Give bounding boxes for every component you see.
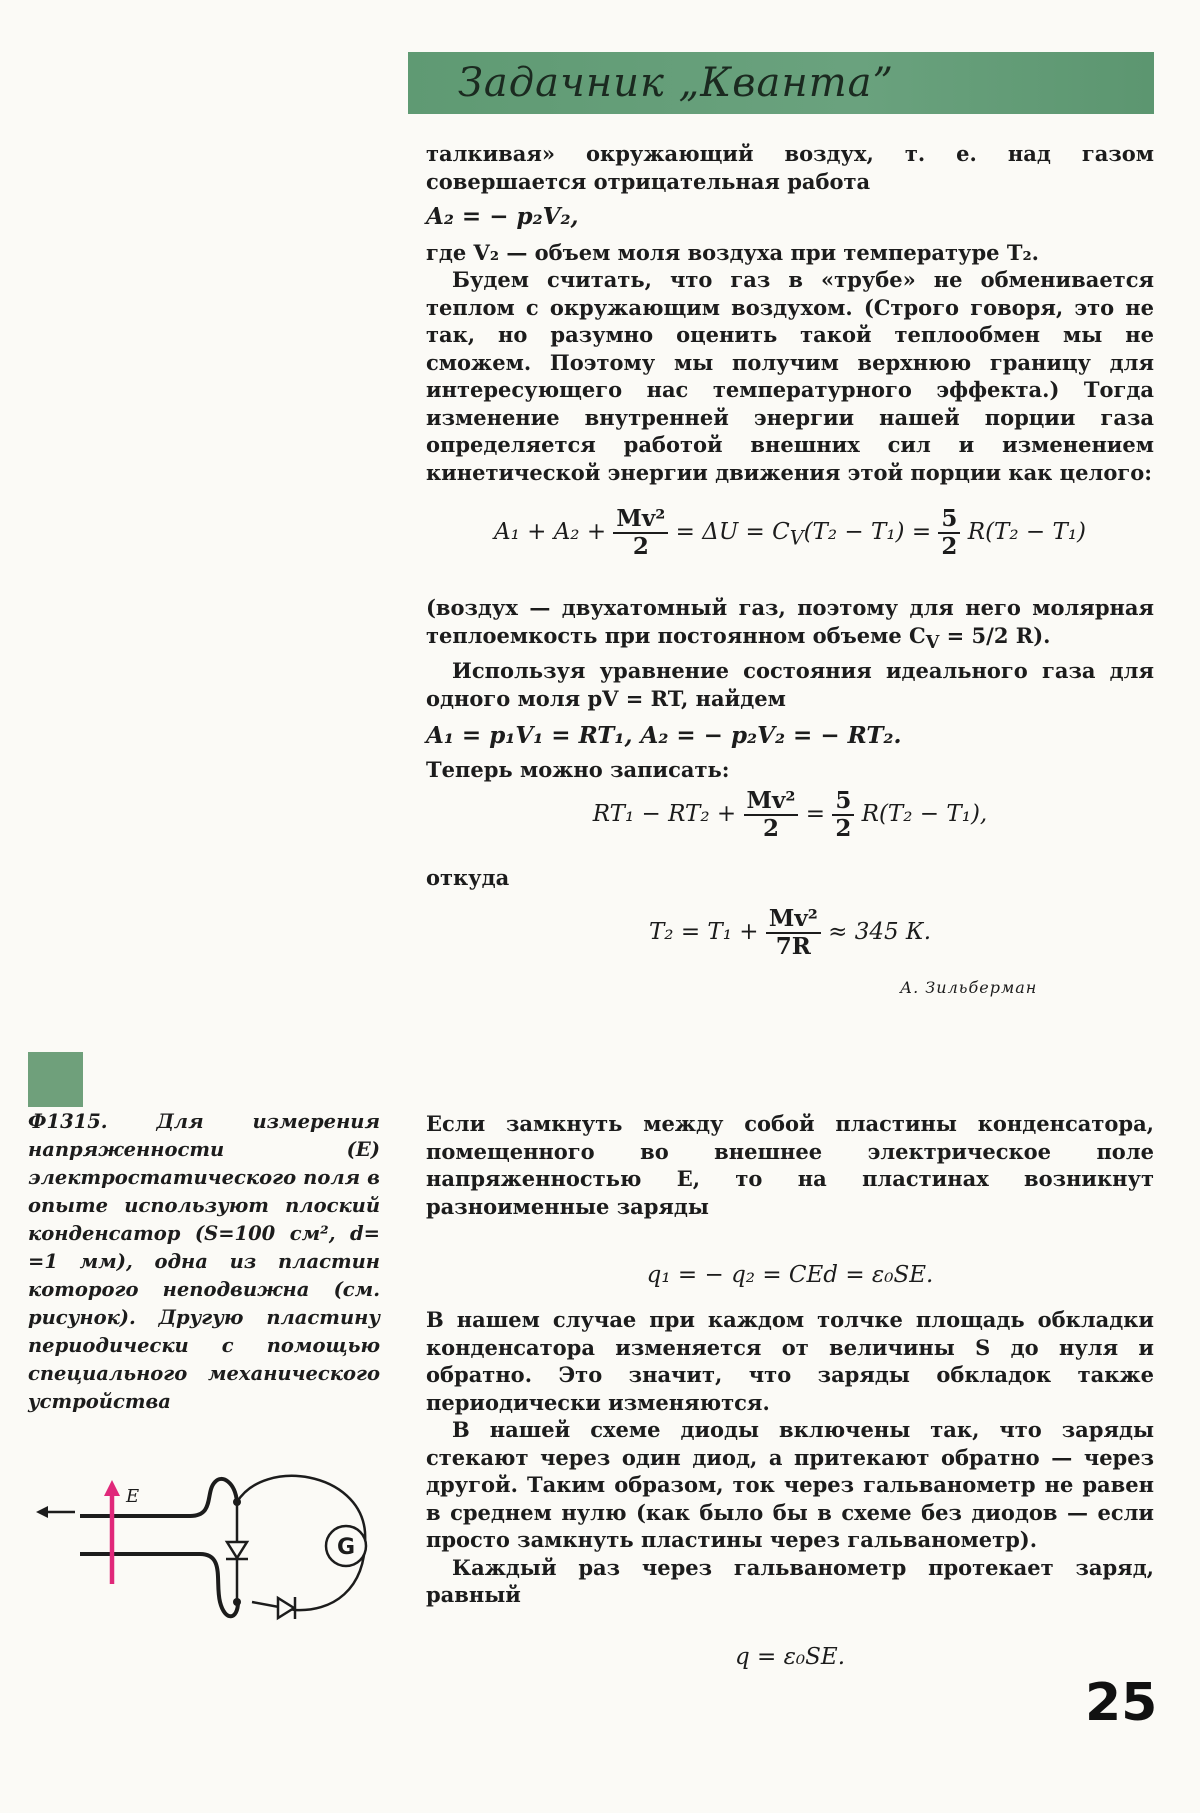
galvanometer-label: G — [336, 1535, 356, 1560]
circuit-figure — [30, 1462, 380, 1652]
solution-middle — [426, 594, 1154, 783]
solution-paragraph: талкивая» окружающий воздух, т. е. над газом совершается отрицательная работа — [426, 141, 1154, 194]
answer-paragraph: В нашей схеме диоды включены так, что заряды стекают через один диод, а притекают обратно — через другой. Таким образом, ток через гальванометр не равен в среднем нулю (как было бы в схеме без диодов — если просто замкнуть пластины через гальванометр). — [426, 1417, 1154, 1552]
fraction: $\frac{\text{Mv²}}{7R}$ — [766, 906, 821, 960]
solution-whence — [426, 864, 1154, 892]
fraction: $\frac{5}{2}$ — [832, 788, 854, 842]
answer-top — [426, 1110, 1154, 1220]
junction — [233, 1498, 241, 1506]
diode-icon — [227, 1542, 247, 1558]
section-title: Задачник „Кванта” — [458, 60, 894, 106]
formula-result: T₂ = T₁ + $\frac{\text{Mv²}}{7R}$ ≈ 345 К. — [648, 905, 932, 960]
answer-paragraph: В нашем случае при каждом толчке площадь обкладки конденсатора изменяется от величины S до нуля и обратно. Это значит, что заряды обкладок также периодически изменяются. — [426, 1307, 1154, 1415]
junction — [233, 1598, 241, 1606]
formula-charges: q₁ = − q₂ = CEd = ε₀SE. — [646, 1262, 934, 1288]
formula-charge-q: q = ε₀SE. — [734, 1644, 846, 1670]
solution-top — [426, 140, 1154, 486]
solution-paragraph: где V₂ — объем моля воздуха при температуре T₂. — [426, 239, 1039, 265]
answer-paragraph: Каждый раз через гальванометр протекает заряд, равный — [426, 1554, 1154, 1607]
solution-paragraph: (воздух — двухатомный газ, поэтому для него молярная теплоемкость при постоянном объеме $C_V = 5/2$ R). — [426, 595, 1154, 653]
problem-statement: Ф1315. Для измерения напряженности (E) электростатического поля в опыте используют плоский конденсатор (S=100 см², d= =1 мм), одна из пластин которого неподвижна (см. рисунок). Другую пластину периодически с помощью специального механического устройства — [28, 1110, 380, 1413]
plate-lower — [80, 1554, 238, 1616]
solution-paragraph: откуда — [426, 865, 510, 890]
formula-balance-rt: RT₁ − RT₂ + $\frac{\text{Mv²}}{2}$ = $\frac{5}{2}$ R(T₂ − T₁), — [592, 787, 988, 842]
answer-paragraph: Если замкнуть между собой пластины конденсатора, помещенного во внешнее электрическое поле напряженностью E, то на пластинах возникнут разноименные заряды — [426, 1111, 1154, 1219]
section-marker — [28, 1052, 83, 1107]
field-arrow-head-icon — [104, 1480, 120, 1496]
page-number: 25 — [1085, 1673, 1158, 1733]
answer-bottom — [426, 1306, 1154, 1609]
diode-icon — [278, 1598, 294, 1618]
formula-work: A₁ = p₁V₁ = RT₁, A₂ = − p₂V₂ = − RT₂. — [426, 722, 902, 750]
fraction: $\frac{\text{Mv²}}{2}$ — [613, 506, 668, 560]
solution-paragraph: Используя уравнение состояния идеального газа для одного моля pV = RT, найдем — [426, 658, 1154, 711]
problem-id: Ф1315. — [28, 1110, 108, 1133]
author-signature: А. Зильберман — [900, 978, 1038, 997]
fraction: $\frac{5}{2}$ — [938, 506, 960, 560]
header-banner — [408, 52, 1154, 114]
solution-paragraph: Будем считать, что газ в «трубе» не обменивается теплом с окружающим воздухом. (Строго говоря, это не так, но разумно оценить такой теплообмен мы не сможем. Поэтому мы получим верхнюю границу для интересующего нас температурного эффекта.) Тогда изменение внутренней энергии нашей порции газа определяется работой внешних сил и изменением кинетической энергии движения этой порции как целого: — [426, 267, 1154, 485]
formula-energy-balance: A₁ + A₂ + $\frac{\text{Mv²}}{2}$ = $\Delta U = C_V(T_2 - T_1)$ = $\frac{5}{2}$ R(T₂ − T₁) — [493, 505, 1087, 560]
plate-upper — [80, 1479, 237, 1516]
fraction: $\frac{\text{Mv²}}{2}$ — [744, 788, 799, 842]
formula-a2: A₂ = − p₂V₂, — [426, 203, 579, 230]
field-label: E — [126, 1486, 140, 1507]
arrow-head-icon — [36, 1506, 48, 1518]
solution-paragraph: Теперь можно записать: — [426, 756, 730, 782]
